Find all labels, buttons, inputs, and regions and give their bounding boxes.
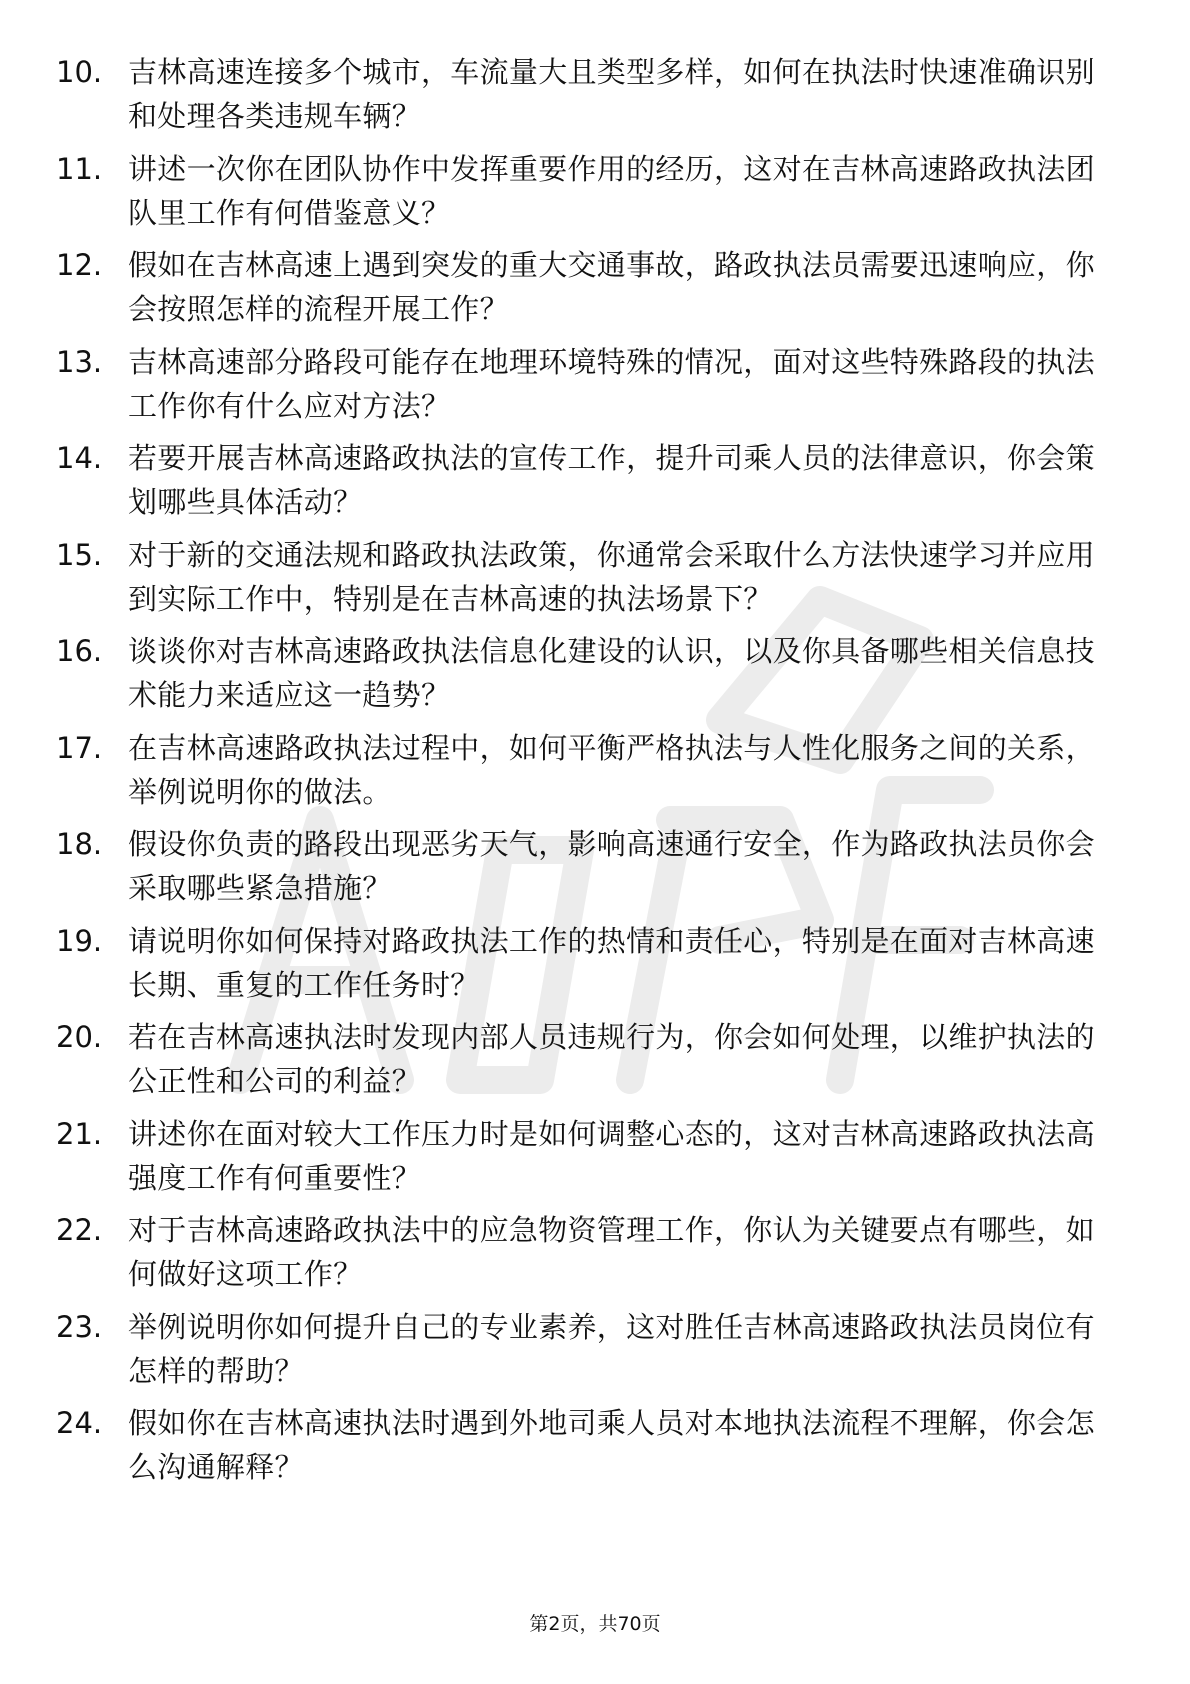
question-number: 16. xyxy=(56,634,103,668)
question-number: 10. xyxy=(56,55,103,89)
question-item xyxy=(56,147,1116,244)
question-text: 假如在吉林高速上遇到突发的重大交通事故，路政执法员需要迅速响应，你会按照怎样的流程开展工作？ xyxy=(128,248,1095,326)
question-item xyxy=(56,822,1116,919)
question-number: 17. xyxy=(56,730,103,765)
question-text: 吉林高速部分路段可能存在地理环境特殊的情况，面对这些特殊路段的执法工作你有什么应对方法？ xyxy=(128,344,1095,423)
question-number: 11. xyxy=(56,151,103,186)
question-number: 21. xyxy=(56,1116,103,1151)
question-item xyxy=(56,1305,1116,1402)
question-text: 对于吉林高速路政执法中的应急物资管理工作，你认为关键要点有哪些，如何做好这项工作？ xyxy=(128,1213,1095,1291)
question-number: 20. xyxy=(56,1020,103,1054)
question-number: 15. xyxy=(56,537,103,572)
question-item xyxy=(56,1401,1116,1498)
question-text: 讲述一次你在团队协作中发挥重要作用的经历，这对在吉林高速路政执法团队里工作有何借鉴意义？ xyxy=(128,151,1095,230)
question-text: 若在吉林高速执法时发现内部人员违规行为，你会如何处理，以维护执法的公正性和公司的利益？ xyxy=(128,1020,1095,1098)
page-footer: 第2页，共70页 xyxy=(529,1613,661,1635)
question-text: 讲述你在面对较大工作压力时是如何调整心态的，这对吉林高速路政执法高强度工作有何重要性？ xyxy=(128,1116,1095,1195)
question-item xyxy=(56,629,1116,726)
question-text: 谈谈你对吉林高速路政执法信息化建设的认识，以及你具备哪些相关信息技术能力来适应这一趋势？ xyxy=(128,634,1095,712)
question-item xyxy=(56,919,1116,1016)
question-text: 若要开展吉林高速路政执法的宣传工作，提升司乘人员的法律意识，你会策划哪些具体活动？ xyxy=(128,441,1095,519)
question-item xyxy=(56,340,1116,437)
question-number: 23. xyxy=(56,1309,103,1344)
question-item xyxy=(56,436,1116,533)
question-number: 13. xyxy=(56,344,103,379)
question-item xyxy=(56,1208,1116,1305)
question-list xyxy=(56,50,1116,1498)
question-item xyxy=(56,726,1116,823)
question-text: 在吉林高速路政执法过程中，如何平衡严格执法与人性化服务之间的关系，举例说明你的做法。 xyxy=(128,730,1095,809)
question-number: 19. xyxy=(56,923,103,958)
question-text: 假如你在吉林高速执法时遇到外地司乘人员对本地执法流程不理解，你会怎么沟通解释？ xyxy=(128,1406,1095,1484)
question-text: 举例说明你如何提升自己的专业素养，这对胜任吉林高速路政执法员岗位有怎样的帮助？ xyxy=(128,1309,1095,1388)
question-number: 22. xyxy=(56,1213,103,1247)
question-text: 吉林高速连接多个城市，车流量大且类型多样，如何在执法时快速准确识别和处理各类违规车辆？ xyxy=(128,55,1095,133)
question-text: 假设你负责的路段出现恶劣天气，影响高速通行安全，作为路政执法员你会采取哪些紧急措施？ xyxy=(128,827,1095,905)
question-item xyxy=(56,533,1116,630)
question-item xyxy=(56,50,1116,147)
question-text: 请说明你如何保持对路政执法工作的热情和责任心，特别是在面对吉林高速长期、重复的工作任务时？ xyxy=(128,923,1095,1002)
question-item xyxy=(56,243,1116,340)
question-number: 14. xyxy=(56,441,103,475)
question-item xyxy=(56,1015,1116,1112)
question-text: 对于新的交通法规和路政执法政策，你通常会采取什么方法快速学习并应用到实际工作中，特别是在吉林高速的执法场景下？ xyxy=(128,537,1095,616)
question-number: 18. xyxy=(56,827,103,861)
question-number: 24. xyxy=(56,1406,103,1440)
question-number: 12. xyxy=(56,248,103,282)
question-item xyxy=(56,1112,1116,1209)
